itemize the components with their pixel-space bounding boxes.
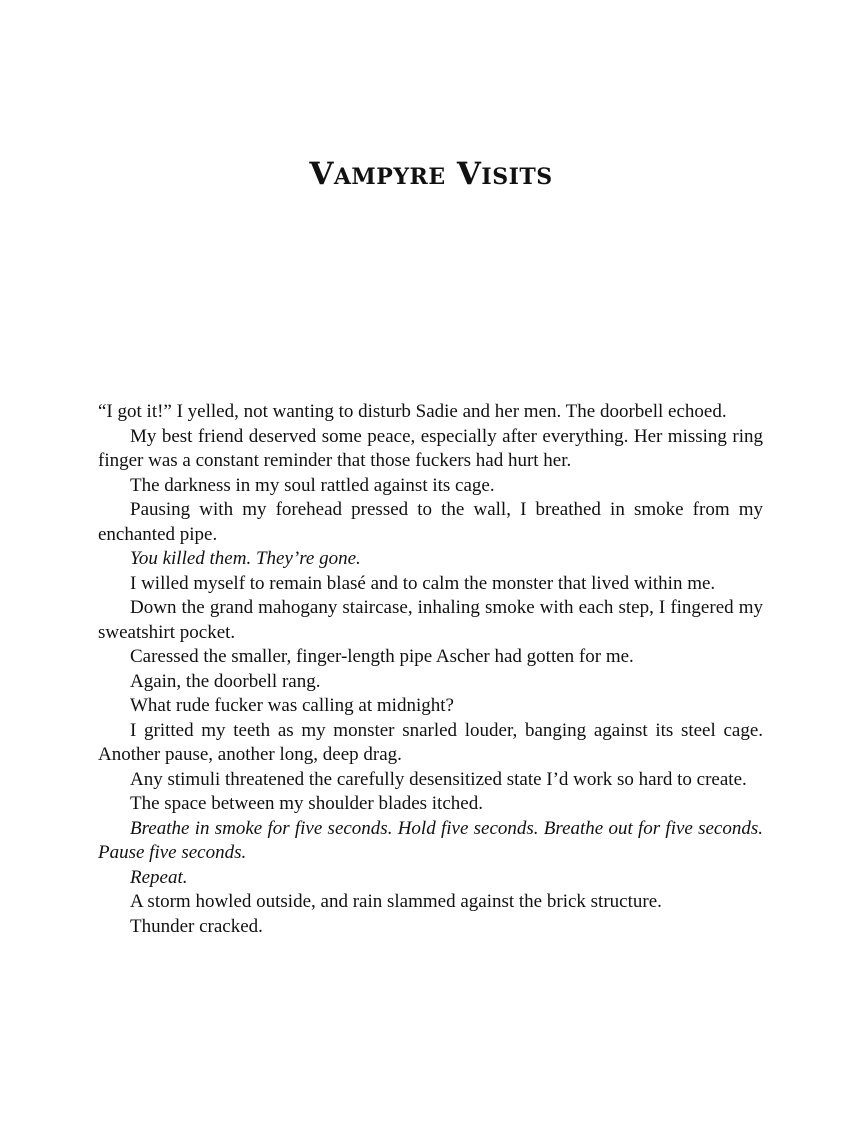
paragraph-italic: Repeat. (130, 866, 188, 888)
paragraph-italic: You killed them. They’re gone. (130, 548, 361, 569)
paragraph-italic: Breathe in smoke for five seconds. Hold five seconds. Breathe out for five seconds. Pause five seconds. (98, 817, 763, 863)
paragraph: My best friend deserved some peace, especially after everything. Her missing ring finger was a constant reminder that those fuckers had hurt her. (98, 425, 763, 471)
paragraph: Caressed the smaller, finger-length pipe Ascher had gotten for me. (130, 646, 634, 667)
chapter-body (98, 400, 763, 939)
paragraph: Down the grand mahogany staircase, inhaling smoke with each step, I fingered my sweatshirt pocket. (98, 597, 763, 643)
paragraph: What rude fucker was calling at midnight? (130, 695, 454, 716)
paragraph: I gritted my teeth as my monster snarled louder, banging against its steel cage. Another pause, another long, deep drag. (98, 719, 763, 765)
paragraph: Again, the doorbell rang. (130, 670, 321, 692)
paragraph: The darkness in my soul rattled against its cage. (130, 474, 495, 496)
paragraph: I willed myself to remain blasé and to calm the monster that lived within me. (130, 572, 716, 594)
paragraph: “I got it!” I yelled, not wanting to disturb Sadie and her men. The doorbell echoed. (98, 401, 727, 422)
paragraph: A storm howled outside, and rain slammed against the brick structure. (130, 891, 662, 912)
paragraph: Any stimuli threatened the carefully desensitized state I’d work so hard to create. (130, 768, 747, 790)
paragraph: The space between my shoulder blades itched. (130, 793, 483, 814)
chapter-title: Vampyre Visits (309, 156, 553, 192)
paragraph: Thunder cracked. (130, 915, 263, 937)
paragraph: Pausing with my forehead pressed to the wall, I breathed in smoke from my enchanted pipe. (98, 499, 763, 545)
